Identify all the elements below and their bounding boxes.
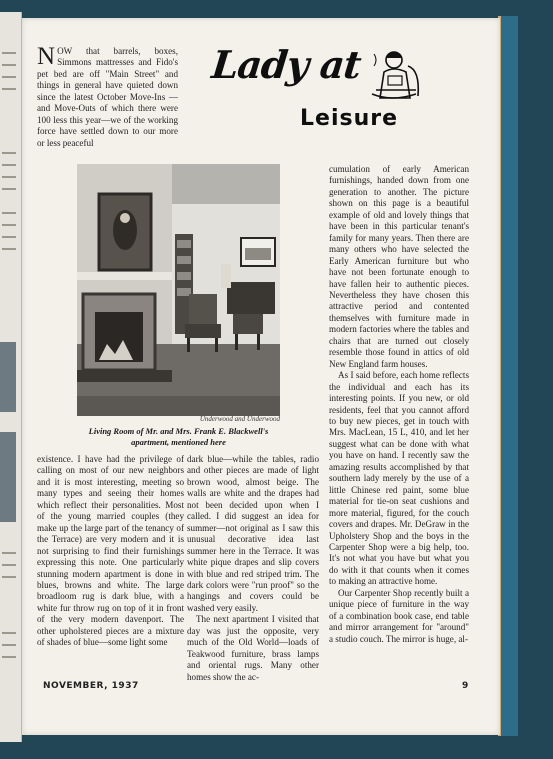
paragraph: cumulation of early American furnishings, handed down from one generation to another. The picture shown on this page is a beautiful example of old and lovely things that have been in this particular tenant's family for many years. Then there are many others who have selected the Early American furniture but who have not been fortunate enough to have fallen heir to authentic pieces. Nevertheless they have chosen this attractive period and contented themselves with furniture made in modern factories where the tables and chairs that are turned out closely resemble those found in attics of old New England farm houses.	[329, 164, 469, 369]
intro-column	[37, 43, 178, 149]
body-column-3	[329, 164, 469, 645]
left-page-edge	[0, 12, 22, 742]
paragraph: Our Carpenter Shop recently built a unique piece of furniture in the way of a combination book case, end table and mirror arrangement for "around" a studio couch. The mirror is huge, al-	[329, 587, 469, 644]
book-cover-edge	[498, 16, 518, 736]
paragraph: dark blue—while the tables, radio and other pieces are made of light brown wood, almost beige. The walls are white and the drapes had not been decided upon when I called. I did suggest an idea for summer—not original as I saw this unusual decorative idea last summer here in the Terrace. It was white pique drapes and slip covers with blue and red striped trim. The dark colors were "run proof" so the hangings and covers could be washed very easily.	[187, 454, 319, 613]
drop-cap: N	[37, 43, 56, 70]
living-room-photo	[77, 164, 280, 416]
intro-text: OW that barrels, boxes, Simmons mattresses and Fido's pet bed are off "Main Street" and things in general have quieted down since the latest October Move-Ins — and Move-Outs of which there were 100 less this year—we of the working force have settled down to our more or less peaceful	[37, 46, 178, 148]
magazine-page	[22, 18, 500, 735]
paragraph: existence. I have had the privilege of calling on most of our new neighbors and it is most interesting, meeting so many types and seeing their homes which reflect their personalities. Most of the young married couples (they make up the large part of the tenancy of the Terrace) are very modern and it is not surprising to find their furnishings expressing this note. One particularly stunning modern apartment is done in blues, browns and white. The large broadloom rug is dark blue, with a white fur throw rug on top of it in front of the very modern davenport. The other upholstered pieces are a mixture of shades of blue—some light some	[37, 454, 184, 648]
photo-caption: Living Room of Mr. and Mrs. Frank E. Blackwell's apartment, mentioned here	[88, 426, 269, 447]
footer-date: NOVEMBER, 1937	[43, 681, 139, 691]
photo-credit: Underwood and Underwood	[199, 415, 280, 423]
title-script: Lady at	[209, 42, 363, 87]
title-block: Leisure	[300, 106, 399, 131]
body-column-2	[187, 454, 319, 683]
lady-reading-illustration	[360, 46, 430, 108]
body-column-1	[37, 454, 184, 649]
paragraph: The next apartment I visited that day was just the opposite, very much of the Old World—loads of Teakwood furniture, brass lamps and oriental rugs. Many other homes show the ac-	[187, 614, 319, 682]
paragraph: As I said before, each home reflects the individual and each has its interesting points. If you new, or old residents, feel that you cannot afford to buy new pieces, get in touch with Mrs. MacLean, 15 L, 410, and let her suggest what can be done with what you have on hand. I recently saw the amazing results accomplished by that southern lady merely by the use of a little Chinese red paint, some blue material for tie-on seat cushions and more material, figured, for the couch covers and drapes. Mr. DeGraw in the Upholstery Shop and the boys in the Carpenter Shop were a big help, too. It's not what you have but what you do with it that counts when it comes to making an attractive home.	[329, 370, 469, 587]
page-number: 9	[462, 681, 469, 691]
